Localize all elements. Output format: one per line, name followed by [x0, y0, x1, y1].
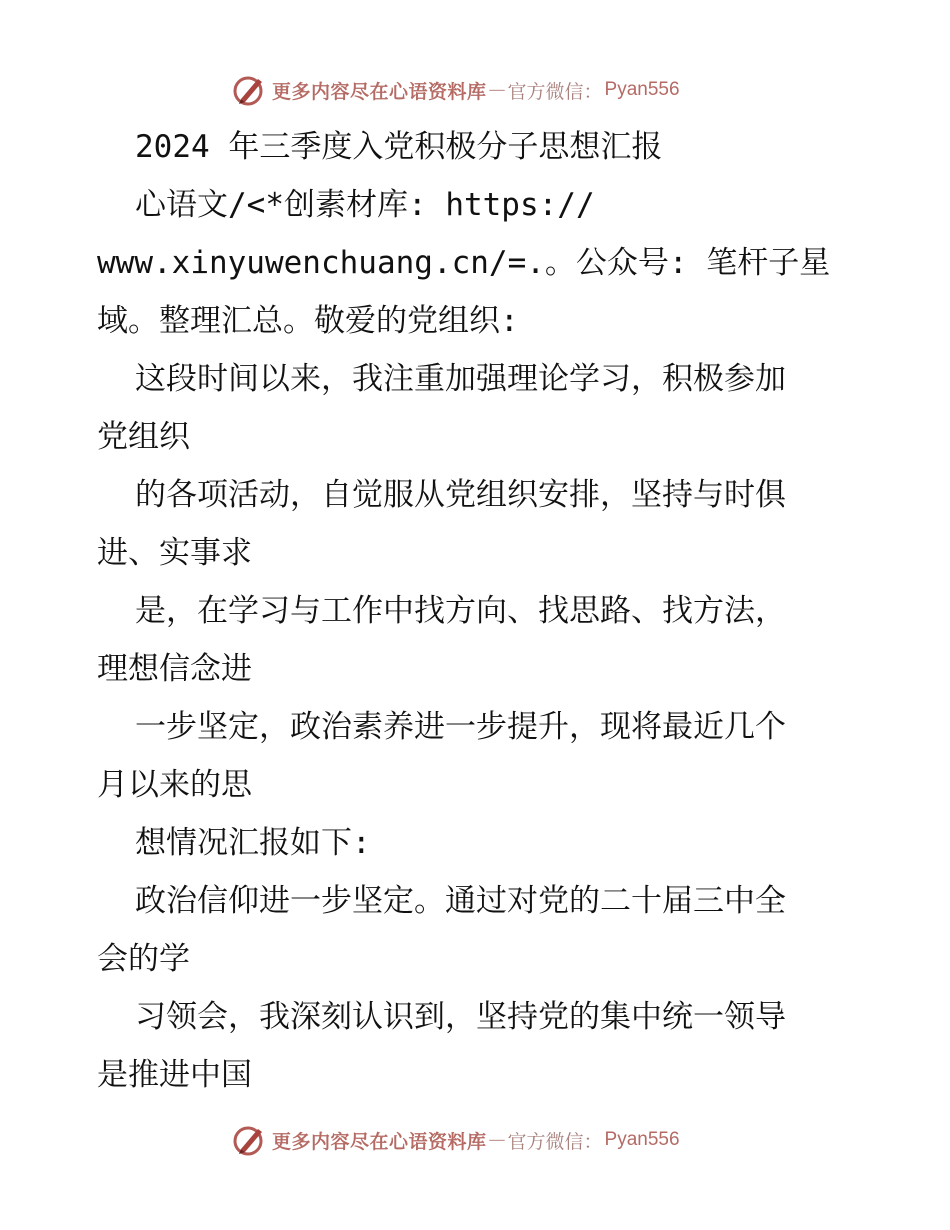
- separator: —: [488, 80, 506, 100]
- doc-line: 政治信仰进一步坚定。通过对党的二十届三中全: [135, 883, 786, 919]
- separator: —: [488, 1130, 506, 1150]
- doc-line: 想情况汇报如下:: [135, 825, 371, 861]
- promo-text: 更多内容尽在心语资料库: [272, 80, 487, 103]
- doc-line: 习领会，我深刻认识到，坚持党的集中统一领导: [135, 999, 786, 1035]
- pen-logo-icon: [232, 1123, 266, 1157]
- doc-line: 是推进中国: [97, 1057, 252, 1093]
- doc-line: 会的学: [97, 941, 190, 977]
- doc-line: 心语文/<*创素材库: https://: [135, 187, 595, 223]
- doc-line: 进、实事求: [97, 535, 252, 571]
- doc-line: 理想信念进: [97, 651, 252, 687]
- doc-line: 这段时间以来，我注重加强理论学习，积极参加: [135, 361, 786, 397]
- doc-line: 2024 年三季度入党积极分子思想汇报: [135, 129, 663, 165]
- wechat-label: 官方微信：: [507, 1130, 603, 1153]
- wechat-id: Pyan556: [604, 1129, 680, 1150]
- header-watermark: [232, 72, 712, 108]
- document-body: [97, 118, 867, 1104]
- doc-line: 月以来的思: [97, 767, 252, 803]
- wechat-id: Pyan556: [604, 79, 680, 100]
- promo-text: 更多内容尽在心语资料库: [272, 1130, 487, 1153]
- doc-line: 是，在学习与工作中找方向、找思路、找方法，: [135, 593, 786, 629]
- doc-line: www.xinyuwenchuang.cn/=.。公众号: 笔杆子星: [97, 245, 831, 281]
- doc-line: 党组织: [97, 419, 190, 455]
- doc-line: 的各项活动，自觉服从党组织安排，坚持与时俱: [135, 477, 786, 513]
- doc-line: 一步坚定，政治素养进一步提升，现将最近几个: [135, 709, 786, 745]
- doc-line: 域。整理汇总。敬爱的党组织:: [97, 303, 519, 339]
- footer-watermark: [232, 1122, 712, 1158]
- pen-logo-icon: [232, 73, 266, 107]
- wechat-label: 官方微信：: [507, 80, 603, 103]
